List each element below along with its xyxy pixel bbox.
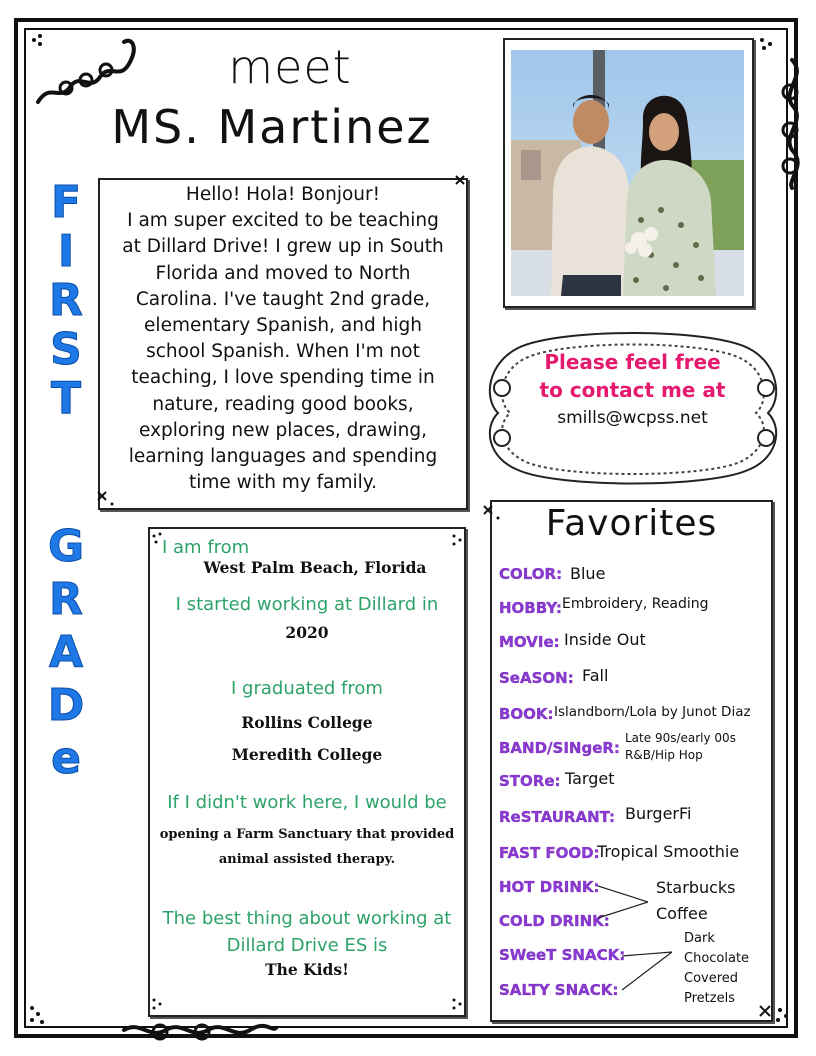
fav-fastfood-value: Tropical Smoothie: [597, 842, 740, 861]
fav-drink-value-2: Coffee: [656, 904, 708, 923]
fav-restaurant-value: BurgerFi: [625, 804, 692, 823]
banner-letter: I: [57, 226, 75, 277]
fav-sweetsnack-label: SWeeT SNACK:: [499, 946, 626, 964]
teacher-photo: [511, 50, 744, 296]
best-thing-label: [148, 905, 466, 959]
intro-line: at Dillard Drive! I grew up in South: [122, 236, 444, 258]
fav-store-value: Target: [565, 769, 615, 788]
fav-color-label: COLOR:: [499, 565, 563, 583]
fav-snack-value: [684, 929, 749, 1009]
other-job-line: animal assisted therapy.: [218, 852, 396, 867]
banner-letter: D: [47, 680, 85, 731]
fav-snack-line: Dark: [684, 931, 715, 946]
favorites-title: Favorites: [545, 503, 718, 544]
graduated-value-1: Rollins College: [241, 713, 373, 732]
intro-line: school Spanish. When I'm not: [146, 341, 420, 363]
intro-line: teaching, I love spending time in: [131, 367, 435, 389]
banner-letter: R: [49, 275, 83, 326]
best-thing-value: The Kids!: [265, 960, 349, 979]
best-thing-line: The best thing about working at: [162, 908, 452, 929]
other-job-line: opening a Farm Sanctuary that provided: [159, 827, 455, 842]
snack-connector-lines: [620, 948, 680, 994]
box-corner-mark: [150, 994, 170, 1014]
best-thing-line: Dillard Drive ES is: [226, 935, 388, 956]
from-label: I am from: [162, 537, 250, 558]
banner-letter: G: [47, 521, 85, 572]
intro-line: Florida and moved to North: [155, 262, 411, 284]
drink-connector-lines: [596, 880, 656, 924]
contact-line: Please feel free: [544, 350, 721, 374]
fav-colddrink-label: COLD DRINK:: [499, 912, 610, 930]
contact-badge-shape: [478, 318, 790, 496]
fav-snack-line: Covered: [684, 971, 739, 986]
fav-season-value: Fall: [582, 666, 609, 685]
intro-line: Hello! Hola! Bonjour!: [185, 184, 381, 205]
intro-line: I am super excited to be teaching: [127, 210, 439, 232]
box-corner-mark: [448, 994, 468, 1014]
first-vertical-word: [36, 178, 96, 423]
fav-movie-label: MOVIe:: [499, 633, 560, 651]
fav-movie-value: Inside Out: [564, 630, 646, 649]
banner-letter: R: [49, 574, 83, 625]
teacher-name: MS. Martinez: [111, 100, 433, 154]
fav-store-label: STORe:: [499, 772, 561, 790]
graduated-value-2: Meredith College: [231, 745, 383, 764]
fav-snack-line: Pretzels: [684, 991, 735, 1006]
fav-band-line: R&B/Hip Hop: [625, 748, 703, 762]
meet-heading: meet: [228, 40, 352, 94]
other-job-value: [148, 822, 466, 872]
from-value: West Palm Beach, Florida: [203, 558, 427, 577]
fav-book-label: BOOK:: [499, 705, 554, 723]
intro-line: exploring new places, drawing,: [139, 419, 427, 441]
banner-letter: S: [50, 324, 82, 375]
fav-color-value: Blue: [570, 564, 606, 583]
grade-vertical-word: [36, 520, 96, 785]
contact-line: to contact me at: [539, 378, 726, 402]
fav-snack-line: Chocolate: [684, 951, 750, 966]
fav-saltysnack-label: SALTY SNACK:: [499, 981, 619, 999]
intro-line: time with my family.: [189, 472, 377, 494]
bottom-doodle: [120, 1012, 280, 1052]
contact-email[interactable]: smills@wcpss.net: [557, 408, 708, 428]
banner-letter: A: [48, 627, 84, 678]
intro-line: elementary Spanish, and high: [144, 315, 422, 337]
fav-hobby-label: HOBBY:: [499, 599, 562, 617]
fav-band-label: BAND/SINgeR:: [499, 739, 620, 757]
graduated-label: I graduated from: [231, 678, 383, 699]
corner-dots-bottom-left: [24, 1000, 54, 1030]
started-value: 2020: [285, 623, 329, 642]
fav-hotdrink-label: HOT DRINK:: [499, 878, 600, 896]
box-corner-mark: [448, 530, 468, 550]
banner-letter: F: [50, 177, 82, 228]
fav-band-line: Late 90s/early 00s: [625, 731, 736, 745]
corner-doodle-top-left: [20, 22, 140, 112]
other-job-label: If I didn't work here, I would be: [167, 792, 447, 813]
contact-title: [520, 348, 745, 404]
fav-band-value: [625, 730, 736, 764]
fav-book-value: Islandborn/Lola by Junot Diaz: [554, 704, 751, 720]
intro-line: Carolina. I've taught 2nd grade,: [135, 288, 431, 310]
fav-hobby-value: Embroidery, Reading: [562, 596, 709, 612]
corner-doodle-top-right: [752, 30, 808, 190]
banner-letter: T: [50, 373, 81, 424]
fav-fastfood-label: FAST FOOD:: [499, 844, 600, 862]
fav-drink-value-1: Starbucks: [656, 878, 736, 897]
banner-letter: e: [51, 733, 81, 784]
started-label: I started working at Dillard in: [175, 594, 439, 615]
intro-line: nature, reading good books,: [152, 393, 414, 415]
intro-text: [108, 182, 458, 496]
fav-season-label: SeASON:: [499, 669, 574, 687]
intro-line: learning languages and spending: [128, 446, 438, 468]
fav-restaurant-label: ReSTAURANT:: [499, 808, 616, 826]
